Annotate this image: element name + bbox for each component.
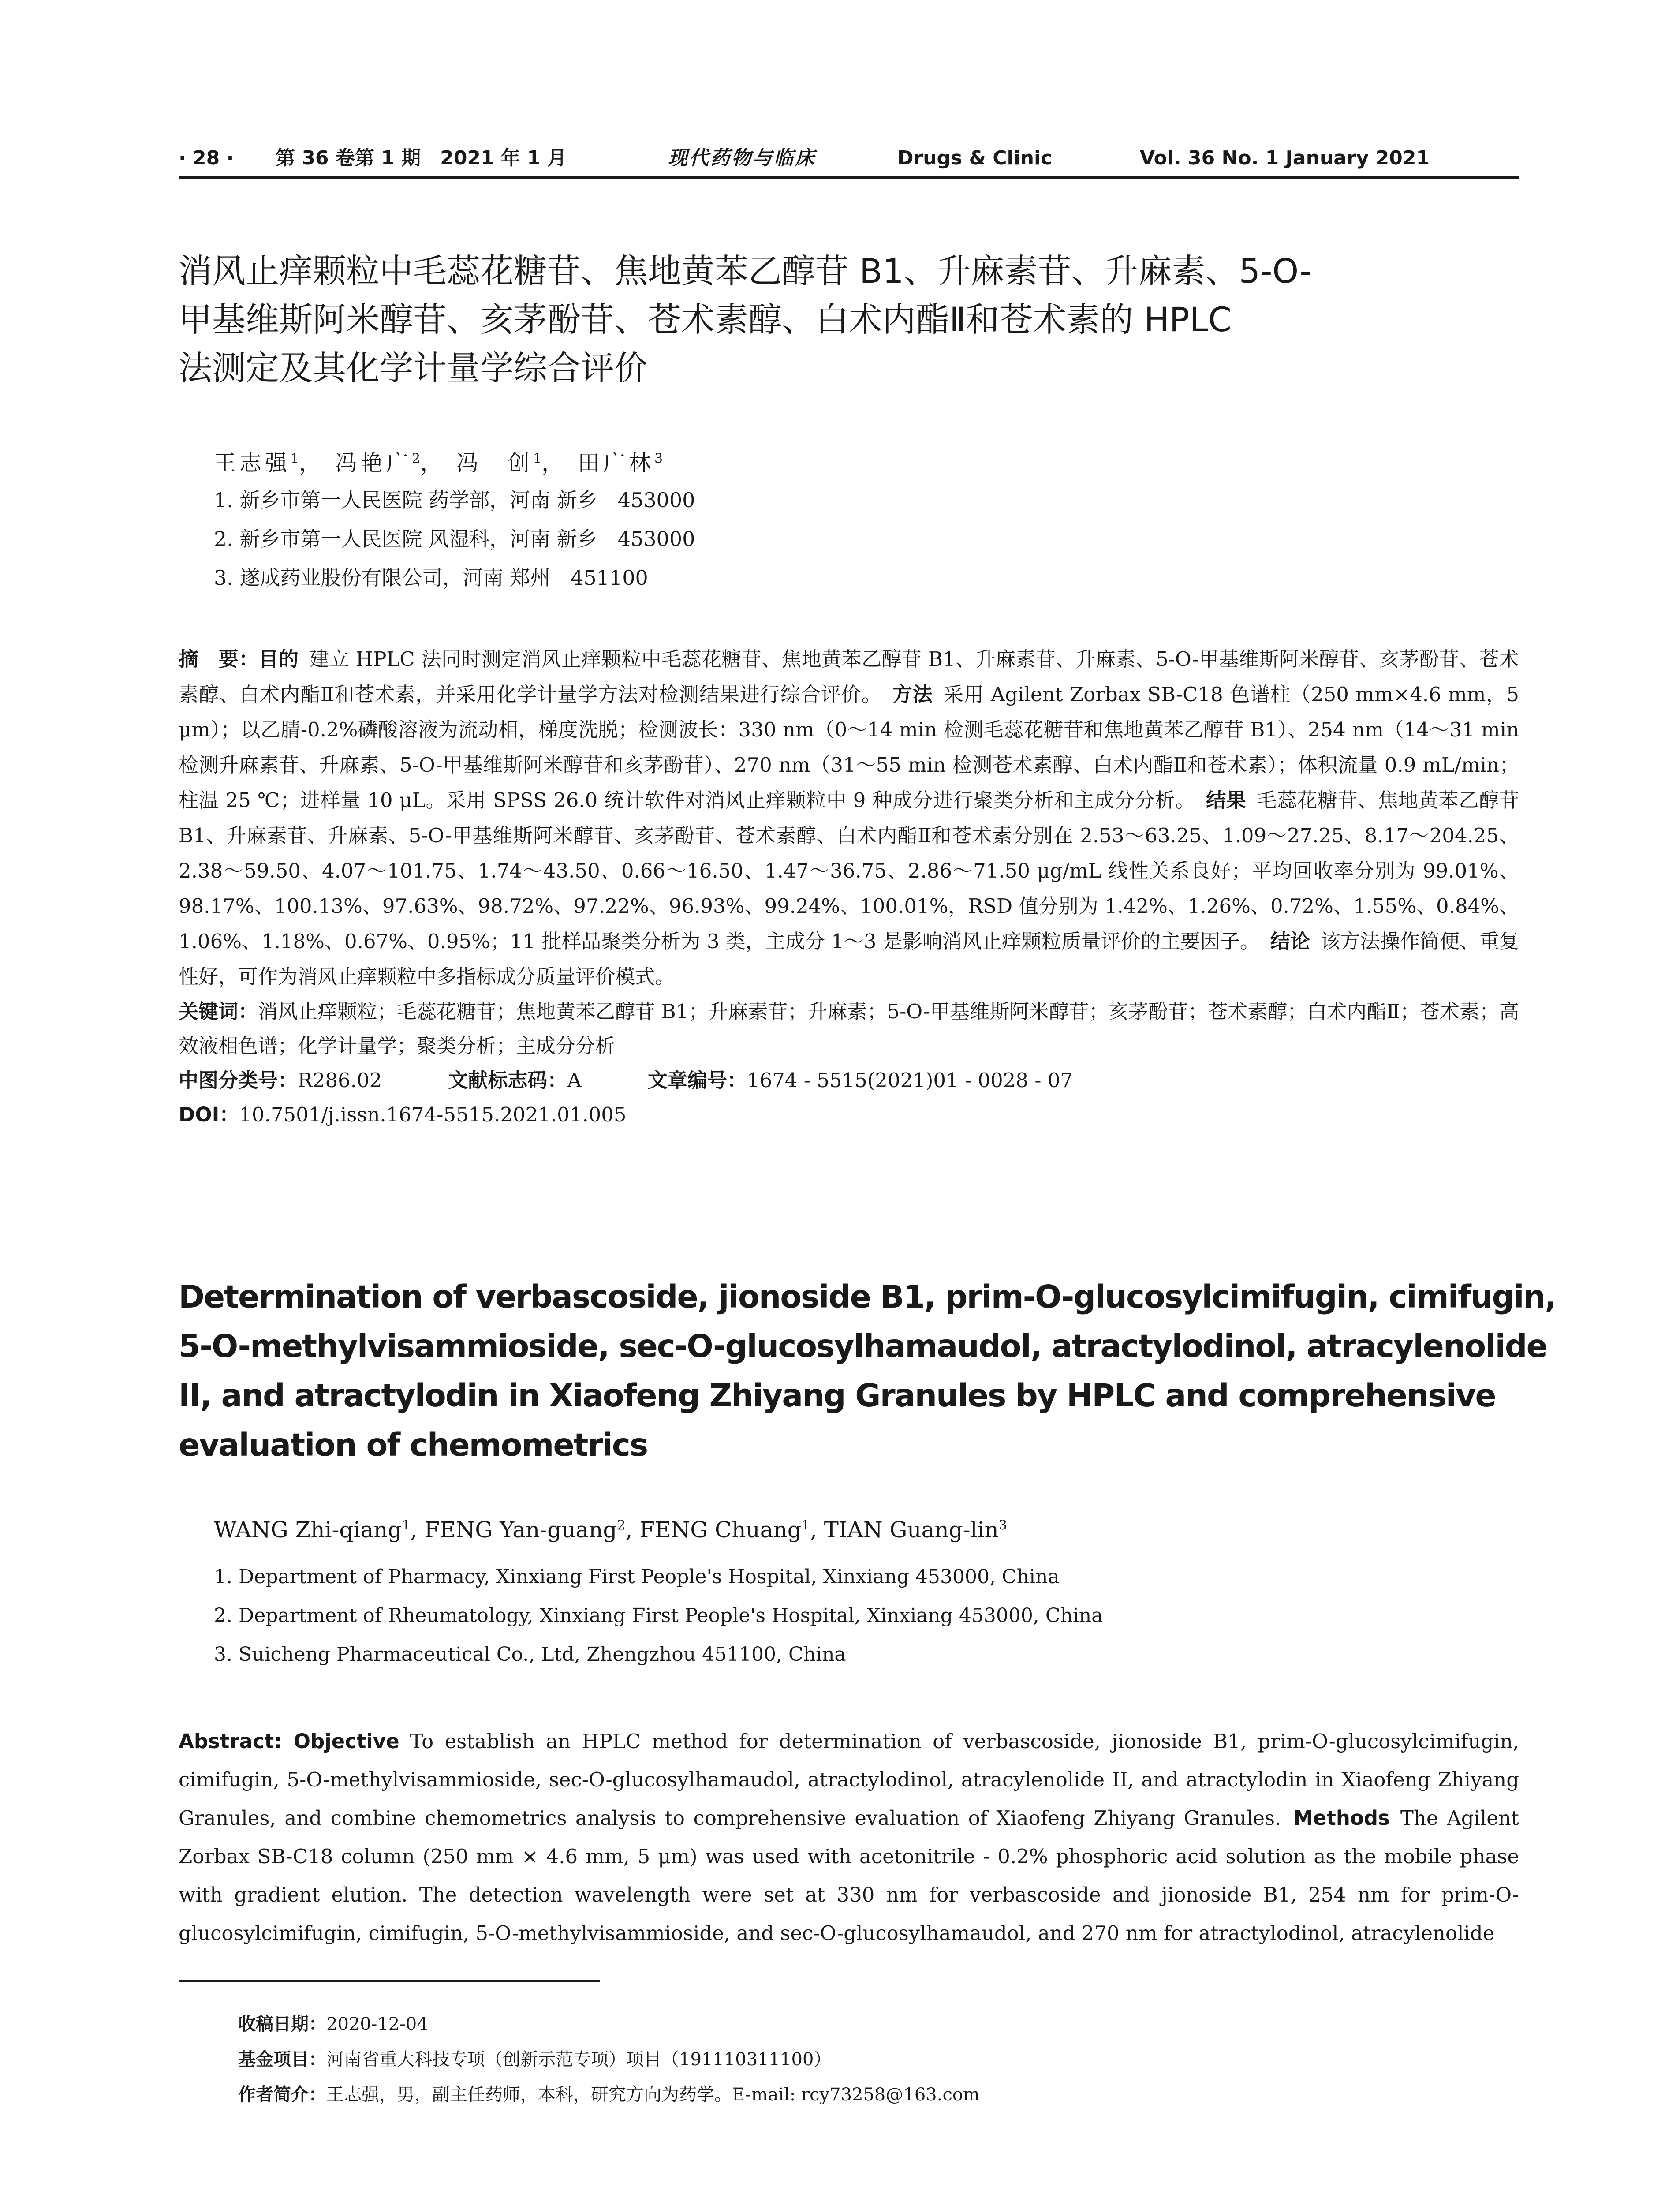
running-header xyxy=(179,140,1519,179)
abstract-cn-body: 摘 要：目的 建立 HPLC 法同时测定消风止痒颗粒中毛蕊花糖苷、焦地黄苯乙醇苷 B1、升麻素苷、升麻素、5-O-甲基维斯阿米醇苷、亥茅酚苷、苍术素醇、白术内酯Ⅱ和苍术素，并采用化学计量学方法对检测结果进行综合评价。 方法 采用 Agilent Zorbax SB-C18 色谱柱（250 mm×4.6 mm，5 μm）；以乙腈-0.2%磷酸溶液为流动相，梯度洗脱；检测波长：330 nm（0～14 min 检测毛蕊花糖苷和焦地黄苯乙醇苷 B1）、254 nm（14～31 min 检测升麻素苷、升麻素、5-O-甲基维斯阿米醇苷和亥茅酚苷）、270 nm（31～55 min 检测苍术素醇、白术内酯Ⅱ和苍术素）；体积流量 0.9 mL/min；柱温 25 ℃；进样量 10 μL。采用 SPSS 26.0 统计软件对消风止痒颗粒中 9 种成分进行聚类分析和主成分分析。 结果 毛蕊花糖苷、焦地黄苯乙醇苷 B1、升麻素苷、升麻素、5-O-甲基维斯阿米醇苷、亥茅酚苷、苍术素醇、白术内酯Ⅱ和苍术素分别在 2.53～63.25、1.09～27.25、8.17～204.25、2.38～59.50、4.07～101.75、1.74～43.50、0.66～16.50、1.47～36.75、2.86～71.50 μg/mL 线性关系良好；平均回收率分别为 99.01%、98.17%、100.13%、97.63%、98.72%、97.22%、96.93%、99.24%、100.01%，RSD 值分别为 1.42%、1.26%、0.72%、1.55%、0.84%、1.06%、1.18%、0.67%、0.95%；11 批样品聚类分析为 3 类，主成分 1～3 是影响消风止痒颗粒质量评价的主要因子。 结论 该方法操作简便、重复性好，可作为消风止痒颗粒中多指标成分质量评价模式。 xyxy=(179,647,1519,988)
title-cn-line: 消风止痒颗粒中毛蕊花糖苷、焦地黄苯乙醇苷 B1、升麻素苷、升麻素、5-O- xyxy=(179,251,1312,291)
affiliation-en: 3. Suicheng Pharmaceutical Co., Ltd, Zhengzhou 451100, China xyxy=(214,1643,846,1666)
doc-code-value: A xyxy=(567,1069,582,1092)
title-en-line: 5-O-methylvisammioside, sec-O-glucosylhamaudol, atractylodinol, atracylenolide xyxy=(179,1328,1547,1364)
abstract-en-label: Abstract: Objective xyxy=(179,1730,399,1753)
author-en: FENG Yan-guang$^2$, xyxy=(424,1517,640,1543)
article-no-label: 文章编号： xyxy=(647,1069,747,1092)
abstract-en-body: Abstract: Objective To establish an HPLC method for determination of verbascoside, jionoside B1, prim-O-glucosylcimifugin, cimifugin, 5-O-methylvisammioside, sec-O-glucosylhamaudol, atractylodinol, atracylenolide II, and atractylodin in Xiaofeng Zhiyang Granules, and combine chemometrics analysis to comprehensive evaluation of Xiaofeng Zhiyang Granules. Methods The Agilent Zorbax SB-C18 column (250 mm × 4.6 mm, 5 μm) was used with acetonitrile - 0.2% phosphoric acid solution as the mobile phase with gradient elution. The detection wavelength were set at 330 nm for verbascoside and jionoside B1, 254 nm for prim-O-glucosylcimifugin, cimifugin, 5-O-methylvisammioside, and sec-O-glucosylhamaudol, and 270 nm for atractylodinol, atracylenolide xyxy=(179,1730,1519,1945)
footnote-received: 收稿日期：2020-12-04 xyxy=(238,2014,428,2034)
author-cn: 田广林$^3$ xyxy=(578,450,663,476)
title-en xyxy=(179,1272,1556,1470)
conclusion-label-cn: 结论 xyxy=(1270,930,1310,953)
title-cn-line: 法测定及其化学计量学综合评价 xyxy=(179,348,648,388)
title-en-line: evaluation of chemometrics xyxy=(179,1427,648,1463)
author-en: FENG Chuang$^1$, xyxy=(639,1517,824,1543)
author-en: WANG Zhi-qiang$^1$, xyxy=(214,1517,425,1543)
doi-value[interactable]: 10.7501/j.issn.1674-5515.2021.01.005 xyxy=(239,1103,627,1126)
affiliation-en: 2. Department of Rheumatology, Xinxiang First People's Hospital, Xinxiang 453000, China xyxy=(214,1604,1103,1627)
affiliations-en xyxy=(214,1558,1103,1674)
journal-name-cn: 现代药物与临床 xyxy=(668,147,816,169)
footnotes xyxy=(238,2007,980,2112)
doi-label: DOI： xyxy=(179,1103,239,1126)
clc-label: 中图分类号： xyxy=(179,1069,298,1092)
keywords-cn-text: 消风止痒颗粒；毛蕊花糖苷；焦地黄苯乙醇苷 B1；升麻素苷；升麻素；5-O-甲基维斯阿米醇苷；亥茅酚苷；苍术素醇；白术内酯Ⅱ；苍术素；高效液相色谱；化学计量学；聚类分析；主成分分析 xyxy=(179,1000,1519,1058)
clc-value: R286.02 xyxy=(298,1069,382,1092)
article-no-value: 1674 - 5515(2021)01 - 0028 - 07 xyxy=(747,1069,1073,1092)
doc-code-label: 文献标志码： xyxy=(448,1069,567,1092)
issue-info-en: Vol. 36 No. 1 January 2021 xyxy=(1140,147,1430,169)
issue-info-cn: 第 36 卷第 1 期 2021 年 1 月 xyxy=(276,147,567,169)
title-en-line: II, and atractylodin in Xiaofeng Zhiyang Granules by HPLC and comprehensive xyxy=(179,1377,1496,1414)
doi-line xyxy=(179,1098,1519,1132)
authors-cn xyxy=(214,445,663,477)
results-label-cn: 结果 xyxy=(1206,789,1247,812)
keywords-cn xyxy=(179,994,1519,1063)
journal-name-en: Drugs & Clinic xyxy=(897,147,1053,169)
footnote-funding: 基金项目：河南省重大科技专项（创新示范专项）项目（191110311100） xyxy=(238,2049,832,2070)
author-cn: 冯艳广$^2$， xyxy=(335,450,446,476)
authors-en xyxy=(214,1517,1007,1543)
abstract-cn xyxy=(179,642,1519,1132)
affiliation-cn: 1. 新乡市第一人民医院 药学部，河南 新乡 453000 xyxy=(214,488,695,512)
page-number: · 28 · xyxy=(179,147,234,169)
affiliation-en: 1. Department of Pharmacy, Xinxiang First People's Hospital, Xinxiang 453000, China xyxy=(214,1566,1060,1588)
title-cn xyxy=(179,247,1519,392)
footnote-divider xyxy=(179,1980,600,1982)
keywords-cn-label: 关键词： xyxy=(179,1000,258,1023)
title-en-line: Determination of verbascoside, jionoside B1, prim-O-glucosylcimifugin, cimifugin, xyxy=(179,1278,1556,1315)
methods-label-cn: 方法 xyxy=(892,683,933,706)
abstract-cn-label: 摘 要：目的 xyxy=(179,647,299,671)
author-cn: 冯 创$^1$， xyxy=(456,450,567,476)
affiliations-cn xyxy=(214,481,695,597)
footnote-author-bio: 作者简介：王志强，男，副主任药师，本科，研究方向为药学。E-mail: rcy73258@163.com xyxy=(238,2085,980,2105)
methods-label-en: Methods xyxy=(1293,1806,1390,1830)
affiliation-cn: 3. 遂成药业股份有限公司，河南 郑州 451100 xyxy=(214,566,648,590)
author-cn: 王志强$^1$， xyxy=(214,450,325,476)
affiliation-cn: 2. 新乡市第一人民医院 风湿科，河南 新乡 453000 xyxy=(214,527,695,551)
classification-line xyxy=(179,1063,1519,1098)
abstract-en xyxy=(179,1722,1519,1952)
author-en: TIAN Guang-lin$^3$ xyxy=(824,1517,1007,1543)
title-cn-line: 甲基维斯阿米醇苷、亥茅酚苷、苍术素醇、白术内酯Ⅱ和苍术素的 HPLC xyxy=(179,300,1232,339)
